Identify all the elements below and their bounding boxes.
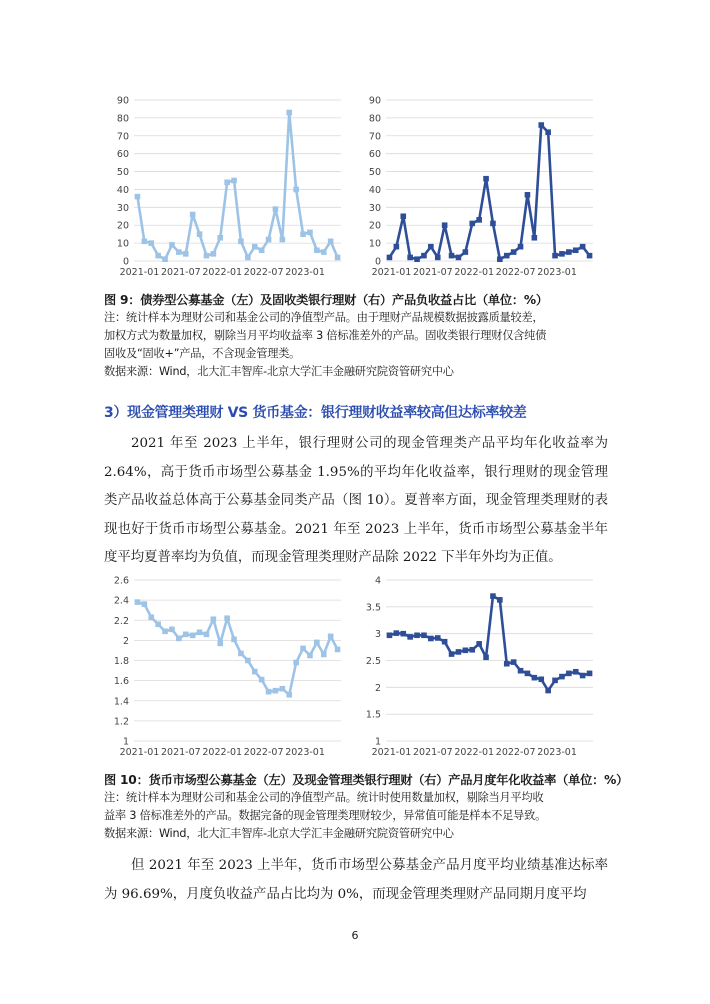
y-tick-label: 60 [116, 149, 129, 161]
note-line: 益率 3 倍标准差外的产品。数据完备的现金管理类理财较少，异常值可能是样本不足导致。 [104, 809, 547, 822]
data-point [273, 688, 279, 694]
y-tick-label: 30 [368, 202, 381, 214]
data-point [449, 651, 455, 657]
note-line: 注：统计样本为理财公司和基金公司的净值型产品。由于理财产品规模数据披露质量较差， [104, 311, 544, 324]
data-point [245, 658, 251, 664]
y-tick-label: 1.2 [113, 716, 129, 728]
x-tick-label: 2023-01 [285, 747, 325, 758]
data-point [559, 674, 565, 680]
data-point [211, 251, 217, 257]
data-point [532, 235, 538, 241]
data-point [321, 249, 327, 255]
y-tick-label: 50 [116, 167, 129, 179]
source-line: 数据来源：Wind，北大汇丰智库-北京大学汇丰金融研究院资管研究中心 [104, 365, 454, 378]
chart-bond-fund-negative-return [108, 95, 348, 285]
data-point [197, 231, 203, 237]
y-tick-label: 1.5 [365, 709, 381, 721]
data-point [142, 601, 148, 607]
data-point [518, 668, 524, 674]
data-point [280, 686, 286, 692]
data-point [231, 178, 237, 184]
y-tick-label: 3.5 [365, 602, 381, 614]
data-point [183, 632, 189, 638]
data-point [449, 253, 455, 259]
data-point [587, 671, 593, 677]
data-point [286, 692, 292, 698]
data-point [266, 689, 272, 695]
data-point [135, 194, 141, 200]
data-point [442, 222, 448, 228]
data-point [300, 646, 306, 652]
y-tick-label: 1.8 [113, 656, 129, 667]
data-point [231, 637, 237, 643]
data-point [580, 673, 586, 679]
y-tick-label: 2.4 [113, 595, 129, 607]
data-point [307, 653, 313, 659]
data-point [456, 649, 462, 655]
data-point [217, 641, 223, 647]
data-point [307, 230, 313, 236]
data-point [407, 255, 413, 261]
data-point [293, 660, 299, 666]
data-point [587, 253, 593, 259]
note-line: 固收及“固收+”产品，不含现金管理类。 [104, 347, 301, 360]
data-point [414, 632, 420, 638]
y-tick-label: 40 [368, 184, 381, 196]
data-point [169, 242, 175, 248]
note-line: 注：统计样本为理财公司和基金公司的净值型产品。统计时使用数量加权，剔除当月平均收 [104, 791, 544, 804]
y-tick-label: 1 [374, 736, 381, 748]
x-tick-label: 2021-01 [119, 267, 160, 278]
x-tick-label: 2023-01 [285, 267, 325, 278]
data-point [142, 239, 148, 245]
x-tick-label: 2021-07 [412, 747, 453, 758]
x-tick-label: 2021-07 [160, 267, 201, 278]
figure-9-title: 图 9：债券型公募基金（左）及固收类银行理财（右）产品负收益占比（单位：%） [104, 293, 548, 307]
data-point [204, 632, 210, 638]
data-point [328, 634, 334, 640]
y-tick-label: 10 [116, 238, 129, 250]
data-point [148, 240, 154, 246]
y-tick-label: 1.4 [113, 696, 129, 708]
data-point [483, 176, 489, 182]
data-point [335, 647, 341, 653]
data-point [176, 249, 182, 255]
data-point [394, 244, 400, 250]
data-point [566, 249, 572, 255]
data-point [224, 615, 230, 621]
chart-money-market-fund-yield [108, 575, 348, 765]
x-tick-label: 2022-01 [202, 267, 243, 278]
y-tick-label: 20 [368, 220, 381, 232]
y-tick-label: 80 [116, 113, 129, 125]
data-point [273, 206, 279, 212]
y-tick-label: 20 [116, 220, 129, 232]
data-point [414, 256, 420, 262]
data-point [469, 647, 475, 653]
data-point [183, 251, 189, 257]
data-point [580, 244, 586, 250]
data-point [428, 244, 434, 250]
data-point [300, 231, 306, 237]
x-tick-label: 2023-01 [537, 267, 577, 278]
data-point [525, 192, 531, 198]
data-point [259, 247, 265, 253]
data-point [387, 632, 393, 638]
data-point [511, 659, 517, 665]
chart-cash-management-wealth-yield [360, 575, 600, 765]
data-point [169, 627, 175, 633]
y-tick-label: 70 [368, 131, 381, 143]
y-tick-label: 2 [122, 635, 129, 647]
data-point [435, 635, 441, 641]
data-point [293, 187, 299, 193]
data-point [490, 221, 496, 227]
body-paragraph: 但 2021 年至 2023 上半年，货币市场型公募基金产品月度平均业绩基准达标率为 96.69%，月度负收益产品占比均为 0%，而现金管理类理财产品同期月度平均 [104, 858, 608, 902]
series-line [389, 125, 589, 259]
data-point [314, 247, 320, 253]
y-tick-label: 30 [116, 202, 129, 214]
figure-10-note [104, 789, 624, 843]
data-point [552, 253, 558, 259]
data-point [252, 669, 258, 675]
data-point [190, 212, 196, 218]
y-tick-label: 80 [368, 113, 381, 125]
y-tick-label: 50 [368, 167, 381, 179]
data-point [490, 593, 496, 599]
data-point [545, 688, 551, 694]
data-point [483, 654, 489, 660]
y-tick-label: 0 [374, 256, 381, 268]
data-point [321, 652, 327, 658]
data-point [148, 614, 154, 620]
data-point [211, 616, 217, 622]
x-tick-label: 2021-07 [160, 747, 201, 758]
y-tick-label: 40 [116, 184, 129, 196]
data-point [525, 671, 531, 677]
data-point [286, 110, 292, 116]
data-point [328, 239, 334, 245]
data-point [497, 256, 503, 262]
x-tick-label: 2021-07 [412, 267, 453, 278]
data-point [280, 237, 286, 243]
data-point [335, 255, 341, 261]
data-point [545, 129, 551, 135]
data-point [538, 122, 544, 128]
x-tick-label: 2021-01 [371, 267, 412, 278]
data-point [162, 629, 168, 635]
data-point [155, 621, 161, 627]
series-line [137, 113, 337, 260]
y-tick-label: 2.6 [113, 575, 129, 587]
data-point [407, 634, 413, 640]
figure-9-note [104, 309, 624, 381]
y-tick-label: 2.5 [365, 656, 381, 667]
data-point [511, 249, 517, 255]
data-point [504, 253, 510, 259]
data-point [532, 675, 538, 681]
data-point [394, 630, 400, 636]
data-point [238, 239, 244, 245]
data-point [476, 217, 482, 223]
data-point [176, 636, 182, 642]
figure-10-title: 图 10：货币市场型公募基金（左）及现金管理类银行理财（右）产品月度年化收益率（单位：%） [104, 773, 629, 787]
data-point [224, 179, 230, 185]
source-line: 数据来源：Wind，北大汇丰智库-北京大学汇丰金融研究院资管研究中心 [104, 827, 454, 840]
data-point [259, 677, 265, 683]
x-tick-label: 2022-07 [243, 267, 284, 278]
page-number: 6 [351, 929, 359, 942]
x-tick-label: 2022-01 [454, 267, 495, 278]
y-tick-label: 0 [122, 256, 129, 268]
y-tick-label: 2 [374, 682, 381, 694]
data-point [252, 244, 258, 250]
data-point [421, 253, 427, 259]
y-tick-label: 3 [374, 629, 381, 641]
data-point [155, 253, 161, 259]
data-point [566, 671, 572, 677]
data-point [538, 676, 544, 682]
data-point [387, 255, 393, 261]
data-point [504, 661, 510, 667]
y-tick-label: 60 [368, 149, 381, 161]
data-point [190, 633, 196, 639]
data-point [421, 632, 427, 638]
data-point [238, 651, 244, 657]
data-point [463, 249, 469, 255]
data-point [559, 251, 565, 257]
x-tick-label: 2022-07 [495, 267, 536, 278]
body-paragraph: 2021 年至 2023 上半年，银行理财公司的现金管理类产品平均年化收益率为 2.64%，高于货币市场型公募基金 1.95%的平均年化收益率，银行理财的现金管理类产品收益总体高于公募基金同类产品（图 10）。夏普率方面，现金管理类理财的表现也好于货币市场型公募基金。2021 年至 2023 上半年，货币市场型公募基金半年度平均夏普率均为负值，而现金管理类理财产品除 2022 下半年外均为正值。 [104, 436, 608, 565]
data-point [428, 636, 434, 642]
x-tick-label: 2021-01 [371, 747, 412, 758]
data-point [217, 235, 223, 241]
y-tick-label: 70 [116, 131, 129, 143]
section-heading: 3）现金管理类理财 VS 货币基金：银行理财收益率较高但达标率较差 [104, 405, 527, 421]
data-point [573, 669, 579, 675]
data-point [314, 640, 320, 646]
chart-fixed-income-wealth-negative-return [360, 95, 600, 285]
y-tick-label: 90 [116, 95, 129, 107]
y-tick-label: 1.6 [113, 676, 129, 688]
data-point [497, 597, 503, 603]
data-point [476, 641, 482, 647]
x-tick-label: 2022-07 [495, 747, 536, 758]
y-tick-label: 10 [368, 238, 381, 250]
data-point [469, 221, 475, 227]
data-point [552, 678, 558, 684]
data-point [518, 244, 524, 250]
note-line: 加权方式为数量加权，剔除当月平均收益率 3 倍标准差外的产品。固收类银行理财仅含纯债 [104, 329, 547, 342]
x-tick-label: 2022-07 [243, 747, 284, 758]
data-point [400, 631, 406, 637]
x-tick-label: 2022-01 [202, 747, 243, 758]
y-tick-label: 4 [374, 575, 381, 587]
y-tick-label: 1 [122, 736, 129, 748]
x-tick-label: 2022-01 [454, 747, 495, 758]
x-tick-label: 2021-01 [119, 747, 160, 758]
y-tick-label: 2.2 [113, 615, 129, 627]
data-point [573, 247, 579, 253]
data-point [463, 648, 469, 654]
y-tick-label: 90 [368, 95, 381, 107]
data-point [162, 256, 168, 262]
data-point [456, 255, 462, 261]
data-point [400, 213, 406, 219]
data-point [442, 639, 448, 645]
data-point [135, 599, 141, 605]
data-point [266, 237, 272, 243]
data-point [197, 630, 203, 636]
x-tick-label: 2023-01 [537, 747, 577, 758]
data-point [245, 255, 251, 261]
data-point [204, 253, 210, 259]
data-point [435, 255, 441, 261]
